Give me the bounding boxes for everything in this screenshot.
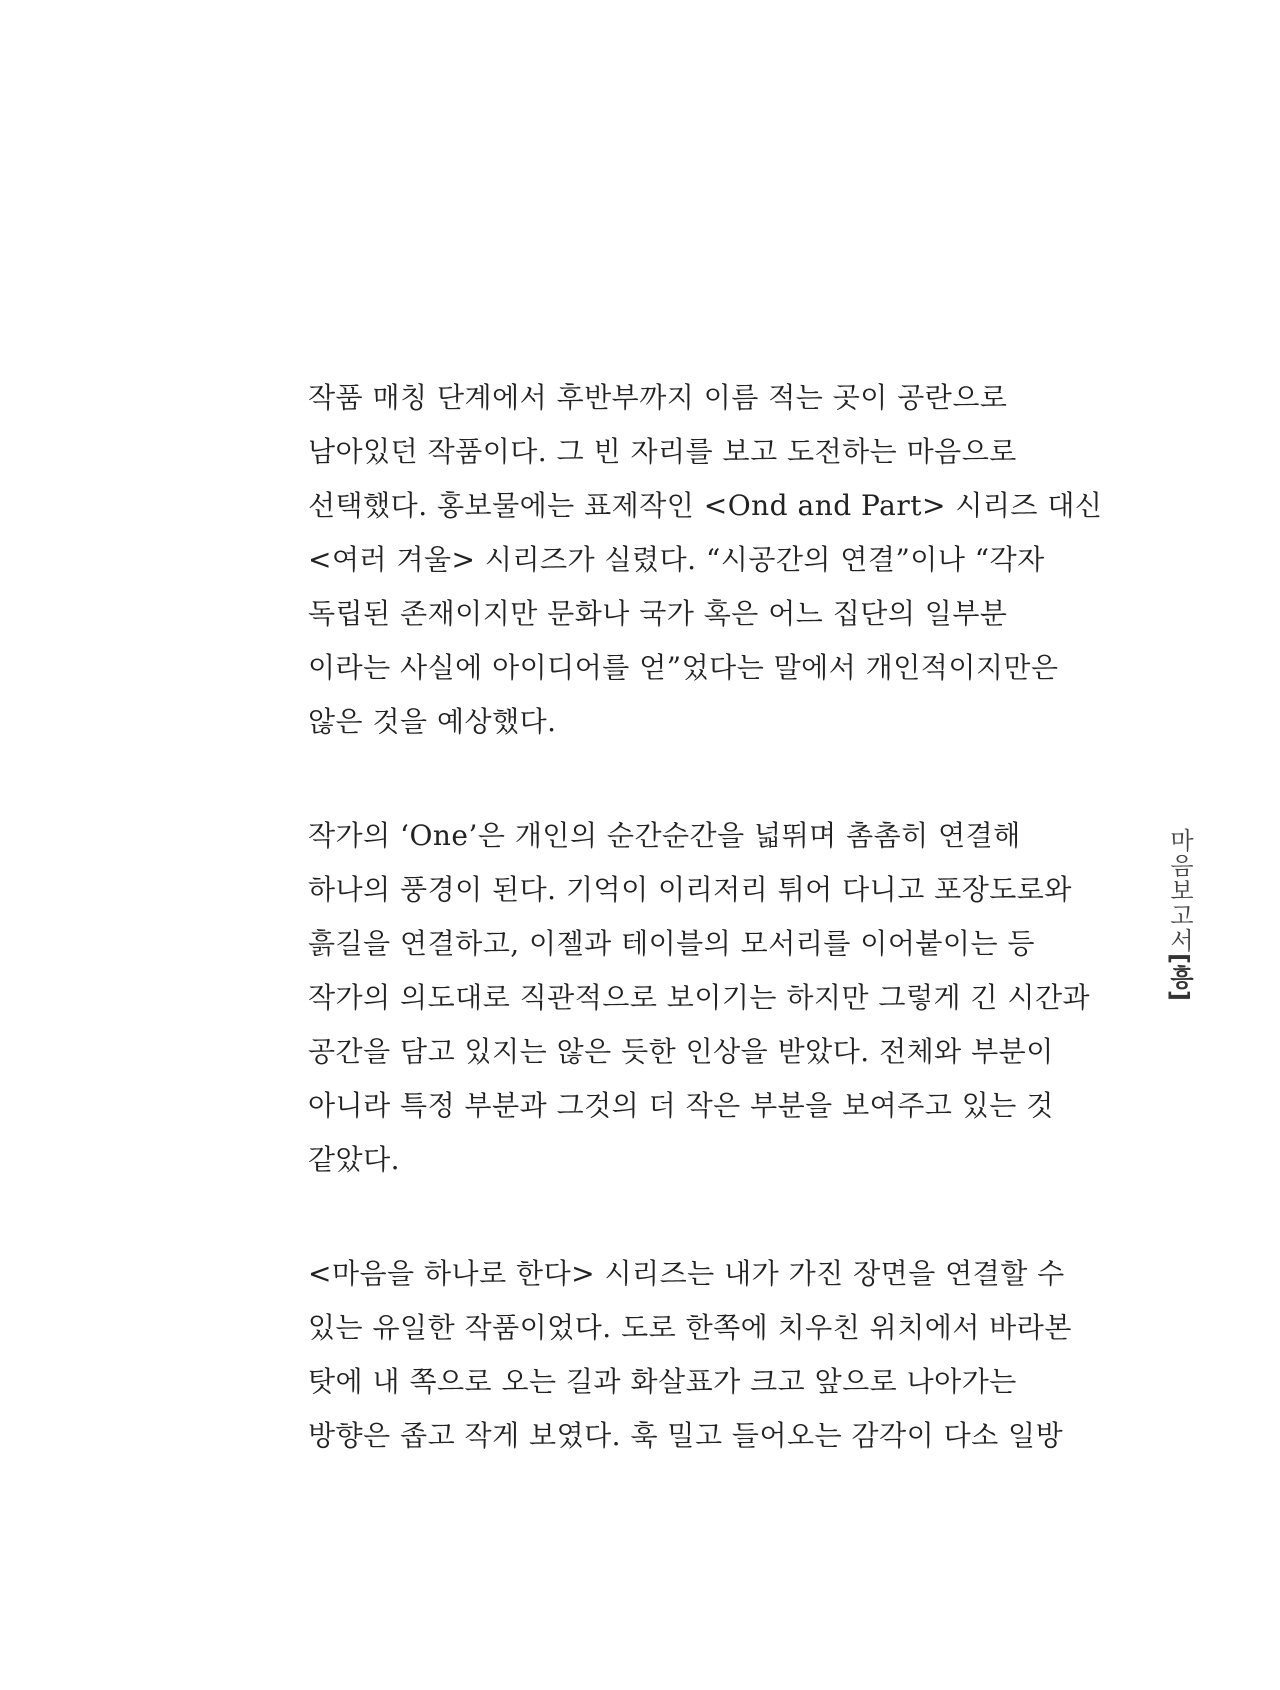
text-line: 남아있던 작품이다. 그 빈 자리를 보고 도전하는 마음으로: [308, 435, 1017, 468]
text-line: <여러 겨울> 시리즈가 실렸다. “시공간의 연결”이나 “각자: [308, 543, 1045, 576]
text-line: 하나의 풍경이 된다. 기억이 이리저리 튀어 다니고 포장도로와: [308, 873, 1072, 906]
text-line: 선택했다. 홍보물에는 표제작인 <Ond and Part> 시리즈 대신: [308, 489, 1103, 522]
paragraph-2: [308, 809, 1091, 1187]
text-line: 있는 유일한 작품이었다. 도로 한쪽에 치우친 위치에서 바라본: [308, 1311, 1072, 1344]
text-line: 공간을 담고 있지는 않은 듯한 인상을 받았다. 전체와 부분이: [308, 1035, 1054, 1068]
text-line: 같았다.: [308, 1143, 401, 1176]
text-line: 방향은 좁고 작게 보였다. 훅 밀고 들어오는 감각이 다소 일방: [308, 1419, 1064, 1452]
side-running-title: [1160, 828, 1200, 1002]
text-line: 작품 매칭 단계에서 후반부까지 이름 적는 곳이 공란으로: [308, 381, 1008, 414]
text-line: 흙길을 연결하고, 이젤과 테이블의 모서리를 이어붙이는 등: [308, 927, 1035, 960]
paragraph-1: [308, 371, 1103, 749]
text-line: 이라는 사실에 아이디어를 얻”었다는 말에서 개인적이지만은: [308, 651, 1059, 684]
text-line: 아니라 특정 부분과 그것의 더 작은 부분을 보여주고 있는 것: [308, 1089, 1054, 1122]
side-title-mark: [흥]: [1165, 953, 1194, 1002]
text-line: 탓에 내 쪽으로 오는 길과 화살표가 크고 앞으로 나아가는: [308, 1365, 1017, 1398]
text-line: 작가의 ‘One’은 개인의 순간순간을 넓뛰며 촘촘히 연결해: [308, 819, 1021, 852]
side-title-text: 마음보고서: [1165, 828, 1194, 954]
article-body: [308, 371, 1103, 1523]
text-line: 독립된 존재이지만 문화나 국가 혹은 어느 집단의 일부분: [308, 597, 1008, 630]
text-line: 작가의 의도대로 직관적으로 보이기는 하지만 그렇게 긴 시간과: [308, 981, 1091, 1014]
text-line: <마음을 하나로 한다> 시리즈는 내가 가진 장면을 연결할 수: [308, 1257, 1065, 1290]
paragraph-3: [308, 1247, 1072, 1463]
side-title-text-group: [1163, 828, 1198, 1002]
text-line: 않은 것을 예상했다.: [308, 705, 557, 738]
